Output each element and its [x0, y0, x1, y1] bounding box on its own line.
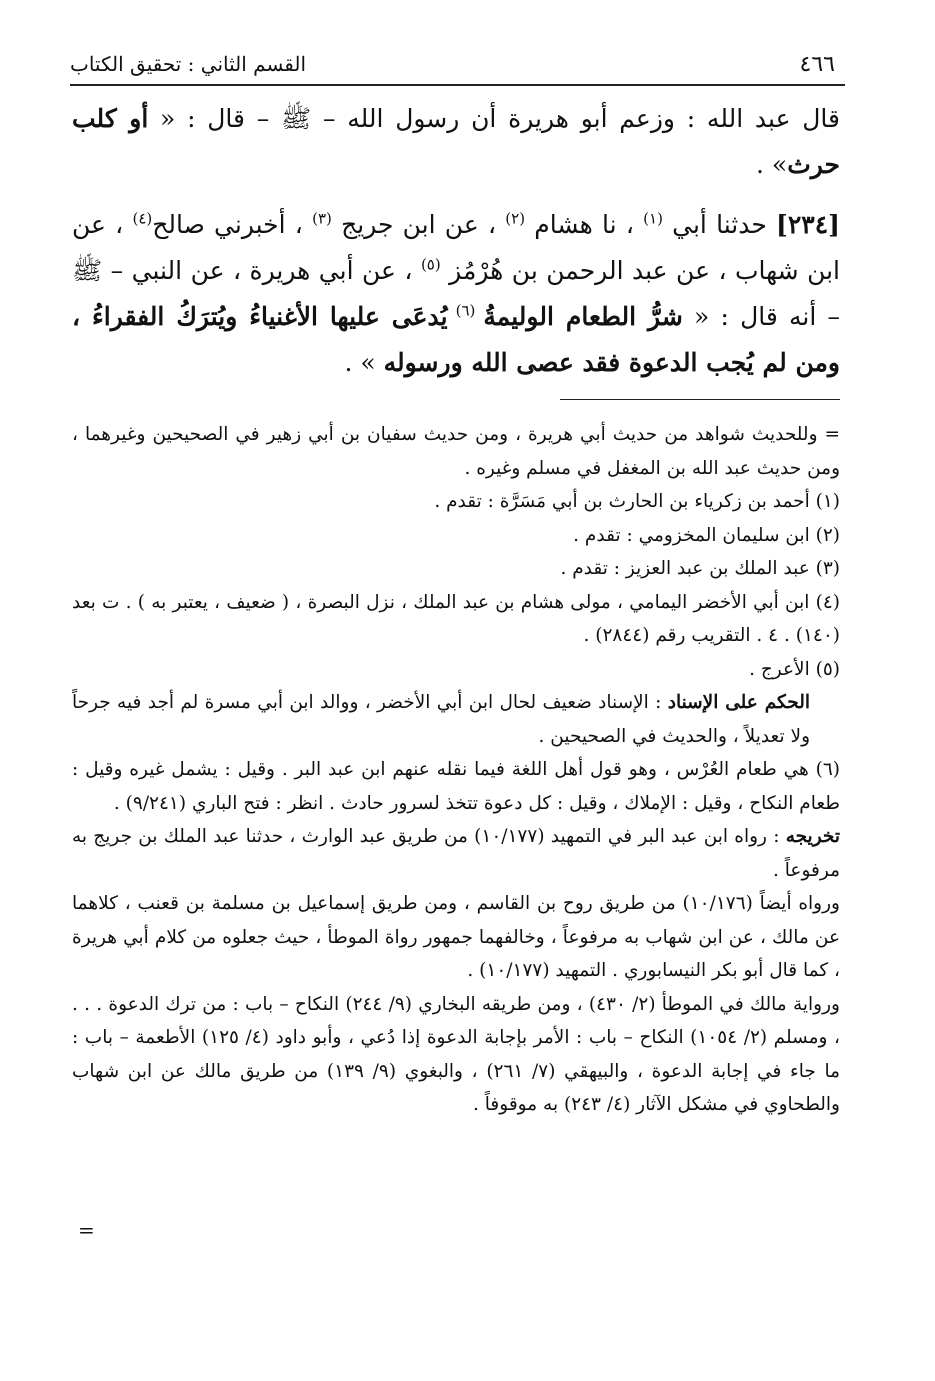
- footnote-ref-6: (٦): [447, 301, 484, 320]
- footnote-ref-4: (٤): [132, 209, 153, 228]
- footnote-ref-5: (٥): [420, 255, 441, 274]
- main-text: [72, 96, 840, 386]
- hadith-text: ، عن ابن جريج: [331, 210, 506, 239]
- hadith-matn: شرُّ الطعام الوليمةُ: [483, 302, 683, 331]
- footnote-ref-2: (٢): [505, 209, 526, 228]
- takhrij-riwayah: ورواه أيضاً (١٠/١٧٦) من طريق روح بن القاسم ، ومن طريق إسماعيل بن مسلمة بن قعنب ، كلاهما عن مالك ، عن ابن شهاب به مرفوعاً ، وخالفهما جمهور رواة الموطأ ، حيث جعلوه من كلام أبي هريرة ، كما قال أبو بكر النيسابوري . التمهيد (١٠/١٧٧) .: [72, 893, 840, 981]
- footnote-6: (٦) هي طعام العُرْس ، وهو قول أهل اللغة فيما نقله عنهم ابن عبد البر . وقيل : يشمل غيره وقيل : طعام النكاح ، وقيل : الإملاك ، وقيل : كل دعوة تتخذ لسرور حادث . انظر : فتح الباري (٩/٢٤١) .: [72, 759, 840, 814]
- hadith-close: » .: [344, 348, 384, 377]
- hadith-matn: يُدعَى عليها الأغنياءُ ويُترَكُ الفقراءُ ، ومن لم يُجب الدعوة فقد عصى الله ورسوله: [72, 302, 840, 377]
- hadith-text: حدثنا أبي: [662, 210, 777, 239]
- footnote-3: (٣) عبد الملك بن عبد العزيز : تقدم .: [560, 558, 840, 579]
- footnote-ref-3: (٣): [312, 209, 332, 228]
- footnote-5: (٥) الأعرج .: [749, 658, 840, 680]
- isnad-ruling-text: : الإسناد ضعيف لحال ابن أبي الأخضر ، ووالد ابن أبي مسرة لم أجد فيه جرحاً ولا تعديلاً ، والحديث في الصحيحين .: [72, 692, 810, 747]
- footnote-continued: = وللحديث شواهد من حديث أبي هريرة ، ومن حديث سفيان بن أبي زهير في الصحيحين وغيرهما ، ومن حديث عبد الله بن المغفل في مسلم وغيره .: [72, 424, 840, 479]
- paragraph-intro: [72, 96, 840, 188]
- hadith-text: ، عن ابن شهاب ، عن عبد الرحمن بن هُرْمُز: [72, 210, 840, 285]
- footnotes: [72, 418, 840, 1122]
- continuation-mark: =: [78, 1218, 95, 1242]
- intro-close: » .: [756, 150, 788, 179]
- takhrij-malik: ورواية مالك في الموطأ (٢/ ٤٣٠) ، ومن طريقه البخاري (٩/ ٢٤٤) النكاح – باب : من ترك الدعوة . . . ، ومسلم (٢/ ١٠٥٤) النكاح – باب : الأمر بإجابة الدعوة إذا دُعي ، وأبو داود (٤/ ١٢٥) الأطعمة – باب : ما جاء في إجابة الدعوة ، والبيهقي (٧/ ٢٦١) ، والبغوي (٩/ ١٣٩) من طريق مالك عن ابن شهاب والطحاوي في مشكل الآثار (٤/ ٢٤٣) به موقوفاً .: [72, 993, 840, 1115]
- isnad-ruling: [72, 686, 840, 753]
- hadith-text: ، عن أبي هريرة ، عن النبي – ﷺ – أنه قال : «: [72, 256, 841, 331]
- footnote-1: (١) أحمد بن زكرياء بن الحارث بن أبي مَسَرَّة : تقدم .: [434, 491, 840, 512]
- footnote-separator: [560, 399, 840, 400]
- intro-text: قال عبد الله : وزعم أبو هريرة أن رسول الله – ﷺ – قال : «: [148, 104, 840, 133]
- hadith-234: [72, 202, 840, 386]
- footnote-ref-1: (١): [643, 209, 663, 228]
- hadith-text: ، نا هشام: [525, 210, 644, 239]
- takhrij-text: : رواه ابن عبد البر في التمهيد (١٠/١٧٧) من طريق عبد الوارث ، حدثنا عبد الملك بن جريج به مرفوعاً .: [72, 826, 840, 881]
- intro-quote: أو كلب حرث: [72, 104, 840, 179]
- takhrij: [72, 820, 840, 887]
- takhrij-label: تخريجه: [785, 826, 840, 847]
- page-header: [70, 48, 845, 86]
- page-number: ٤٦٦: [799, 52, 835, 77]
- hadith-text: ، أخبرني صالح: [152, 210, 313, 239]
- footnote-2: (٢) ابن سليمان المخزومي : تقدم .: [573, 524, 840, 546]
- footnote-4: (٤) ابن أبي الأخضر اليمامي ، مولى هشام بن عبد الملك ، نزل البصرة ، ( ضعيف ، يعتبر به ) . ت بعد (١٤٠) . ٤ . التقريب رقم (٢٨٤٤) .: [72, 591, 840, 646]
- running-title: القسم الثاني : تحقيق الكتاب: [70, 52, 307, 76]
- isnad-ruling-label: الحكم على الإسناد: [667, 692, 810, 713]
- hadith-number: [٢٣٤]: [776, 210, 840, 239]
